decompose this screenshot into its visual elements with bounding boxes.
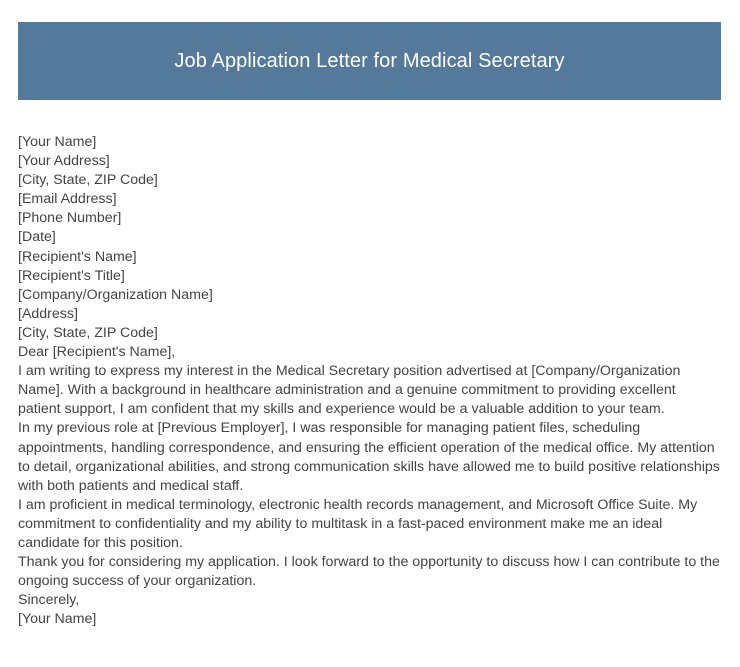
recipient-address-line: [Address] [18,305,78,322]
salutation-line: Dear [Recipient's Name], [18,344,176,361]
body-paragraph-3: I am proficient in medical terminology, electronic health records management, and Microsoft Office Suite. My commitment to confidentiality and my ability to multitask in a fast-paced environment make me an ideal candidate for this position. [18,496,698,551]
document-header-banner [18,22,721,100]
recipient-company-line: [Company/Organization Name] [18,286,213,303]
sender-name-line: [Your Name] [18,134,97,150]
letter-body [18,133,722,629]
recipient-city-state-zip-line: [City, State, ZIP Code] [18,324,158,341]
sender-city-state-zip-line: [City, State, ZIP Code] [18,172,158,189]
signature-name-line: [Your Name] [18,611,97,628]
recipient-title-line: [Recipient's Title] [18,267,125,284]
recipient-name-line: [Recipient's Name] [18,248,137,265]
body-paragraph-4: Thank you for considering my application. I look forward to the opportunity to discuss how I can contribute to the ongoing success of your organization. [18,554,720,590]
page-title: Job Application Letter for Medical Secretary [174,50,565,72]
closing-line: Sincerely, [18,592,80,609]
sender-address-line: [Your Address] [18,153,110,170]
date-line: [Date] [18,229,56,246]
sender-email-line: [Email Address] [18,191,117,208]
sender-phone-line: [Phone Number] [18,210,122,227]
body-paragraph-2: In my previous role at [Previous Employer], I was responsible for managing patient files, scheduling appointments, handling correspondence, and ensuring the efficient operation of the medical office. My attention to detail, organizational abilities, and strong communication skills have allowed me to build positive relationships with both patients and medical staff. [18,420,720,494]
body-paragraph-1: I am writing to express my interest in the Medical Secretary position advertised at [Company/Organization Name]. With a background in healthcare administration and a genuine commitment to providing excellent patient support, I am confident that my skills and experience would be a valuable addition to your team. [18,363,681,418]
